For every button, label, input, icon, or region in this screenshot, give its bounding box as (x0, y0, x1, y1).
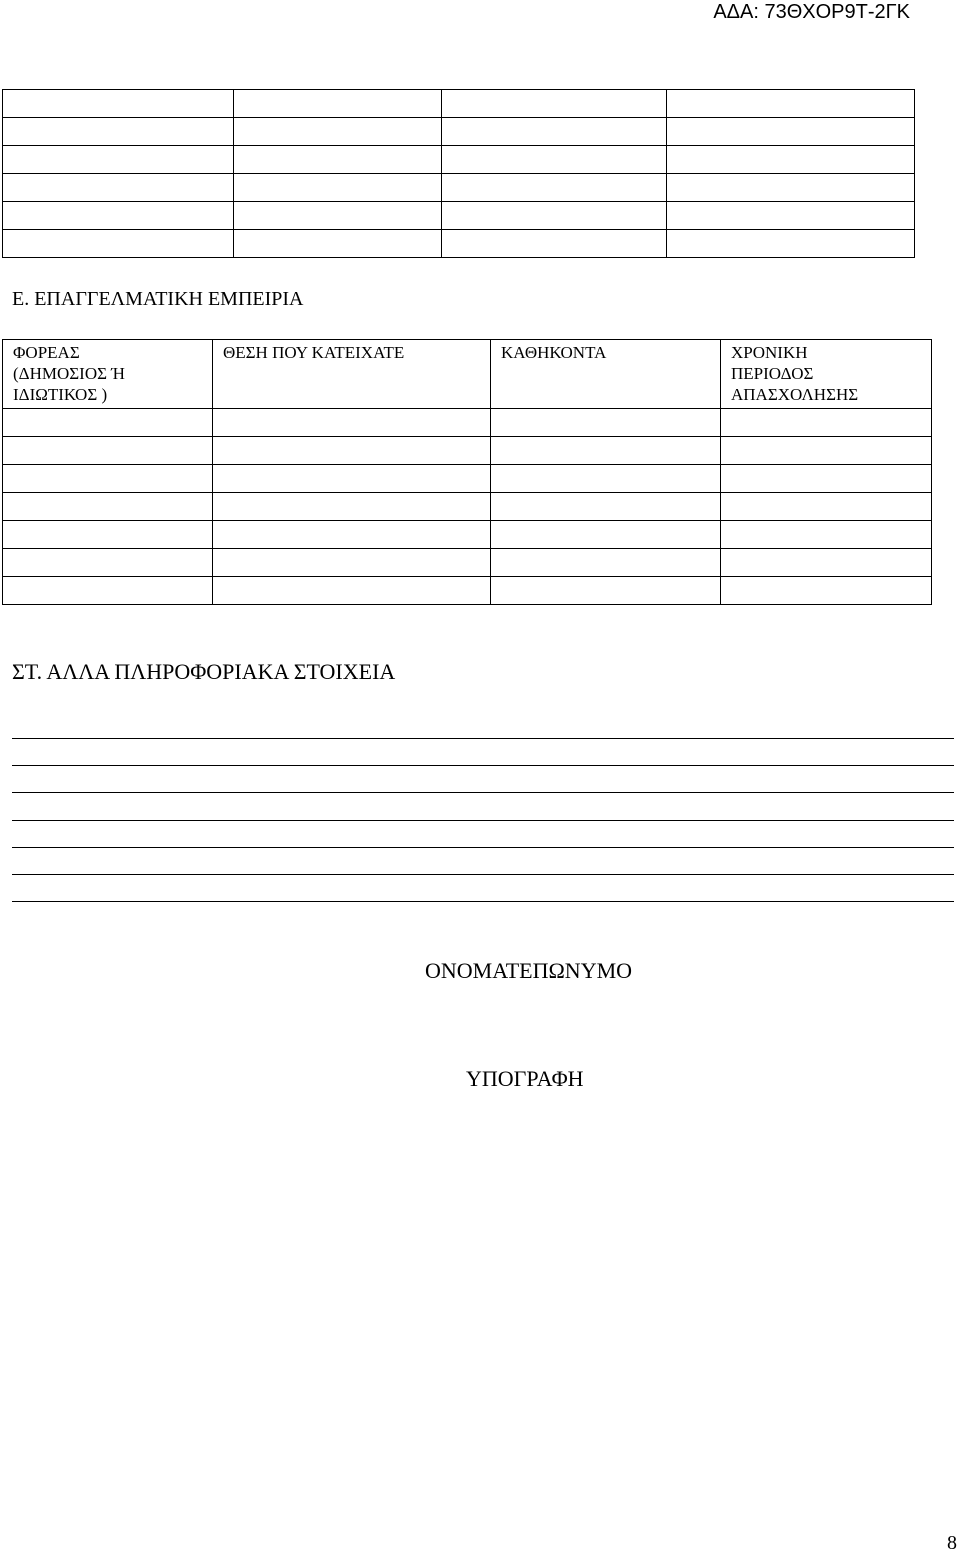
empty-cell[interactable] (667, 174, 915, 202)
empty-cell[interactable] (721, 577, 932, 605)
experience-table (2, 339, 932, 605)
empty-cell[interactable] (3, 437, 213, 465)
header-position-line: ΘΕΣΗ ΠΟΥ ΚΑΤΕΙΧΑΤΕ (223, 343, 405, 362)
blank-line[interactable] (12, 820, 954, 821)
empty-cell[interactable] (491, 493, 721, 521)
empty-cell[interactable] (234, 90, 442, 118)
empty-cell[interactable] (213, 409, 491, 437)
signature-label: ΥΠΟΓΡΑΦΗ (466, 1066, 584, 1091)
empty-cell[interactable] (213, 549, 491, 577)
empty-cell[interactable] (3, 577, 213, 605)
header-employer-line: (ΔΗΜΟΣΙΟΣ Ή (13, 364, 125, 383)
table-row (3, 146, 915, 174)
header-position (213, 340, 491, 409)
empty-cell[interactable] (667, 118, 915, 146)
empty-cell[interactable] (442, 118, 667, 146)
empty-cell[interactable] (3, 146, 234, 174)
experience-row (3, 549, 932, 577)
section-e-title: Ε. ΕΠΑΓΓΕΛΜΑΤΙΚΗ ΕΜΠΕΙΡΙΑ (12, 288, 304, 310)
empty-cell[interactable] (3, 465, 213, 493)
empty-cell[interactable] (667, 90, 915, 118)
empty-cell[interactable] (3, 549, 213, 577)
header-employer-line: ΦΟΡΕΑΣ (13, 343, 80, 362)
empty-cell[interactable] (3, 230, 234, 258)
experience-row (3, 437, 932, 465)
header-employer-line: ΙΔΙΩΤΙΚΟΣ ) (13, 385, 108, 404)
header-period-line: ΧΡΟΝΙΚΗ (731, 343, 808, 362)
experience-row (3, 409, 932, 437)
header-period-line: ΑΠΑΣΧΟΛΗΣΗΣ (731, 385, 859, 404)
empty-cell[interactable] (491, 577, 721, 605)
empty-cell[interactable] (442, 90, 667, 118)
experience-row (3, 465, 932, 493)
experience-row (3, 521, 932, 549)
empty-cell[interactable] (442, 202, 667, 230)
empty-cell[interactable] (234, 230, 442, 258)
empty-cell[interactable] (3, 90, 234, 118)
empty-cell[interactable] (3, 118, 234, 146)
header-period (721, 340, 932, 409)
table-row (3, 118, 915, 146)
empty-cell[interactable] (213, 521, 491, 549)
table-row (3, 90, 915, 118)
blank-line[interactable] (12, 901, 954, 902)
empty-cell[interactable] (721, 437, 932, 465)
blank-line[interactable] (12, 847, 954, 848)
table-row (3, 174, 915, 202)
blank-line[interactable] (12, 792, 954, 793)
empty-cell[interactable] (234, 202, 442, 230)
section-st-title: ΣΤ. ΑΛΛΑ ΠΛΗΡΟΦΟΡΙΑΚΑ ΣΤΟΙΧΕΙΑ (12, 659, 396, 684)
table-row (3, 230, 915, 258)
empty-cell[interactable] (491, 437, 721, 465)
empty-cell[interactable] (442, 146, 667, 174)
empty-cell[interactable] (491, 521, 721, 549)
experience-row (3, 493, 932, 521)
empty-cell[interactable] (3, 409, 213, 437)
full-name-label: ΟΝΟΜΑΤΕΠΩΝΥΜΟ (425, 958, 633, 983)
empty-cell[interactable] (721, 521, 932, 549)
empty-cell[interactable] (3, 202, 234, 230)
empty-cell[interactable] (234, 174, 442, 202)
empty-cell[interactable] (442, 230, 667, 258)
experience-row (3, 577, 932, 605)
empty-cell[interactable] (667, 146, 915, 174)
header-duties-line: ΚΑΘΗΚΟΝΤΑ (501, 343, 607, 362)
empty-cell[interactable] (721, 549, 932, 577)
page-number: 8 (947, 1532, 957, 1554)
empty-cell[interactable] (667, 230, 915, 258)
empty-cell[interactable] (491, 549, 721, 577)
empty-cell[interactable] (721, 493, 932, 521)
empty-cell[interactable] (721, 465, 932, 493)
empty-cell[interactable] (491, 409, 721, 437)
ada-code: ΑΔΑ: 73ΘΧΟΡ9Τ-2ΓΚ (713, 1, 910, 23)
empty-cell[interactable] (213, 493, 491, 521)
header-period-line: ΠΕΡΙΟΔΟΣ (731, 364, 814, 383)
empty-cell[interactable] (667, 202, 915, 230)
empty-cell[interactable] (213, 577, 491, 605)
empty-cell[interactable] (442, 174, 667, 202)
header-duties (491, 340, 721, 409)
empty-cell[interactable] (3, 493, 213, 521)
empty-cell[interactable] (3, 174, 234, 202)
header-employer (3, 340, 213, 409)
empty-cell[interactable] (234, 118, 442, 146)
empty-cell[interactable] (721, 409, 932, 437)
blank-line[interactable] (12, 738, 954, 739)
table-row (3, 202, 915, 230)
empty-cell[interactable] (234, 146, 442, 174)
empty-cell[interactable] (491, 465, 721, 493)
blank-line[interactable] (12, 765, 954, 766)
empty-cell[interactable] (3, 521, 213, 549)
empty-cell[interactable] (213, 437, 491, 465)
experience-header-row (3, 340, 932, 409)
empty-cell[interactable] (213, 465, 491, 493)
continuation-table (2, 89, 915, 258)
blank-line[interactable] (12, 874, 954, 875)
